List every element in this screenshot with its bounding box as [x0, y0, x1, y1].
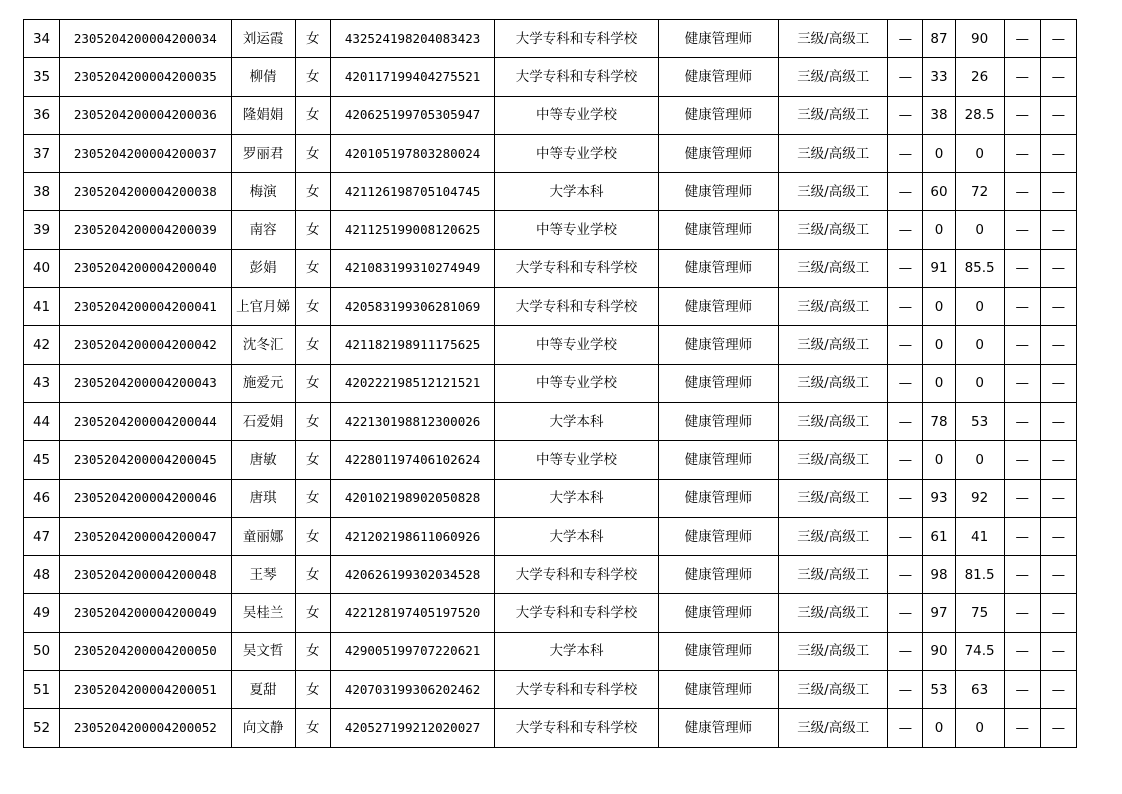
theory-score: 90 — [923, 632, 955, 670]
occupation: 健康管理师 — [658, 96, 778, 134]
occupation: 健康管理师 — [658, 479, 778, 517]
table-row — [24, 20, 1077, 58]
id-card-number: 422801197406102624 — [330, 441, 494, 479]
row-number: 46 — [24, 479, 60, 517]
gender: 女 — [295, 211, 330, 249]
occupation: 健康管理师 — [658, 173, 778, 211]
gender: 女 — [295, 249, 330, 287]
id-card-number: 422130198812300026 — [330, 402, 494, 440]
occupation: 健康管理师 — [658, 632, 778, 670]
exam-number: 2305204200004200038 — [60, 173, 231, 211]
blank-cell: — — [1040, 671, 1076, 709]
candidate-name: 罗丽君 — [231, 134, 295, 172]
skill-level: 三级/高级工 — [779, 671, 888, 709]
row-number: 43 — [24, 364, 60, 402]
skill-score: 0 — [955, 326, 1004, 364]
row-number: 35 — [24, 58, 60, 96]
gender: 女 — [295, 479, 330, 517]
theory-score: 53 — [923, 671, 955, 709]
blank-cell: — — [1004, 517, 1040, 555]
education: 大学本科 — [495, 517, 658, 555]
theory-score: 98 — [923, 556, 955, 594]
id-card-number: 420583199306281069 — [330, 288, 494, 326]
roster-table — [23, 19, 1077, 748]
blank-cell: — — [888, 134, 923, 172]
candidate-name: 唐琪 — [231, 479, 295, 517]
row-number: 34 — [24, 20, 60, 58]
blank-cell: — — [1040, 402, 1076, 440]
gender: 女 — [295, 517, 330, 555]
gender: 女 — [295, 594, 330, 632]
exam-number: 2305204200004200044 — [60, 402, 231, 440]
skill-level: 三级/高级工 — [779, 288, 888, 326]
theory-score: 0 — [923, 364, 955, 402]
id-card-number: 421202198611060926 — [330, 517, 494, 555]
theory-score: 61 — [923, 517, 955, 555]
education: 大学专科和专科学校 — [495, 594, 658, 632]
row-number: 40 — [24, 249, 60, 287]
candidate-name: 唐敏 — [231, 441, 295, 479]
blank-cell: — — [1040, 517, 1076, 555]
id-card-number: 420105197803280024 — [330, 134, 494, 172]
blank-cell: — — [1040, 364, 1076, 402]
education: 大学专科和专科学校 — [495, 20, 658, 58]
blank-cell: — — [1004, 211, 1040, 249]
exam-number: 2305204200004200042 — [60, 326, 231, 364]
blank-cell: — — [888, 402, 923, 440]
id-card-number: 421125199008120625 — [330, 211, 494, 249]
theory-score: 33 — [923, 58, 955, 96]
candidate-name: 吴文哲 — [231, 632, 295, 670]
row-number: 52 — [24, 709, 60, 747]
skill-score: 85.5 — [955, 249, 1004, 287]
blank-cell: — — [1040, 594, 1076, 632]
occupation: 健康管理师 — [658, 517, 778, 555]
roster-body — [24, 20, 1077, 748]
candidate-name: 隆娟娟 — [231, 96, 295, 134]
table-row — [24, 517, 1077, 555]
table-row — [24, 288, 1077, 326]
candidate-name: 刘运霞 — [231, 20, 295, 58]
row-number: 50 — [24, 632, 60, 670]
skill-level: 三级/高级工 — [779, 517, 888, 555]
gender: 女 — [295, 441, 330, 479]
occupation: 健康管理师 — [658, 58, 778, 96]
blank-cell: — — [1040, 58, 1076, 96]
table-row — [24, 632, 1077, 670]
id-card-number: 420626199302034528 — [330, 556, 494, 594]
exam-number: 2305204200004200052 — [60, 709, 231, 747]
skill-score: 92 — [955, 479, 1004, 517]
row-number: 48 — [24, 556, 60, 594]
id-card-number: 421182198911175625 — [330, 326, 494, 364]
gender: 女 — [295, 20, 330, 58]
candidate-name: 吴桂兰 — [231, 594, 295, 632]
row-number: 49 — [24, 594, 60, 632]
skill-score: 72 — [955, 173, 1004, 211]
blank-cell: — — [1004, 402, 1040, 440]
blank-cell: — — [1004, 288, 1040, 326]
blank-cell: — — [1040, 134, 1076, 172]
education: 大学本科 — [495, 632, 658, 670]
id-card-number: 421126198705104745 — [330, 173, 494, 211]
blank-cell: — — [1040, 288, 1076, 326]
exam-number: 2305204200004200034 — [60, 20, 231, 58]
blank-cell: — — [1004, 441, 1040, 479]
skill-score: 28.5 — [955, 96, 1004, 134]
blank-cell: — — [1004, 326, 1040, 364]
skill-score: 63 — [955, 671, 1004, 709]
id-card-number: 420222198512121521 — [330, 364, 494, 402]
skill-level: 三级/高级工 — [779, 173, 888, 211]
gender: 女 — [295, 671, 330, 709]
blank-cell: — — [1004, 58, 1040, 96]
table-row — [24, 211, 1077, 249]
candidate-name: 梅演 — [231, 173, 295, 211]
education: 大学专科和专科学校 — [495, 288, 658, 326]
occupation: 健康管理师 — [658, 441, 778, 479]
blank-cell: — — [888, 517, 923, 555]
candidate-name: 石爱娟 — [231, 402, 295, 440]
education: 大学本科 — [495, 173, 658, 211]
education: 大学本科 — [495, 479, 658, 517]
blank-cell: — — [888, 249, 923, 287]
row-number: 38 — [24, 173, 60, 211]
skill-score: 53 — [955, 402, 1004, 440]
exam-number: 2305204200004200045 — [60, 441, 231, 479]
theory-score: 91 — [923, 249, 955, 287]
candidate-name: 上官月娣 — [231, 288, 295, 326]
row-number: 41 — [24, 288, 60, 326]
skill-level: 三级/高级工 — [779, 632, 888, 670]
candidate-name: 童丽娜 — [231, 517, 295, 555]
theory-score: 93 — [923, 479, 955, 517]
blank-cell: — — [1004, 556, 1040, 594]
blank-cell: — — [1004, 173, 1040, 211]
table-row — [24, 58, 1077, 96]
skill-score: 0 — [955, 288, 1004, 326]
exam-number: 2305204200004200041 — [60, 288, 231, 326]
blank-cell: — — [1040, 96, 1076, 134]
gender: 女 — [295, 96, 330, 134]
blank-cell: — — [1004, 249, 1040, 287]
table-row — [24, 556, 1077, 594]
gender: 女 — [295, 288, 330, 326]
table-row — [24, 709, 1077, 747]
theory-score: 0 — [923, 709, 955, 747]
blank-cell: — — [888, 364, 923, 402]
education: 中等专业学校 — [495, 211, 658, 249]
id-card-number: 420102198902050828 — [330, 479, 494, 517]
skill-level: 三级/高级工 — [779, 58, 888, 96]
occupation: 健康管理师 — [658, 288, 778, 326]
exam-number: 2305204200004200047 — [60, 517, 231, 555]
education: 大学专科和专科学校 — [495, 556, 658, 594]
exam-number: 2305204200004200050 — [60, 632, 231, 670]
education: 中等专业学校 — [495, 364, 658, 402]
table-row — [24, 479, 1077, 517]
gender: 女 — [295, 709, 330, 747]
education: 中等专业学校 — [495, 96, 658, 134]
blank-cell: — — [1004, 20, 1040, 58]
occupation: 健康管理师 — [658, 709, 778, 747]
row-number: 37 — [24, 134, 60, 172]
blank-cell: — — [888, 594, 923, 632]
theory-score: 60 — [923, 173, 955, 211]
blank-cell: — — [888, 288, 923, 326]
education: 中等专业学校 — [495, 134, 658, 172]
gender: 女 — [295, 173, 330, 211]
id-card-number: 421083199310274949 — [330, 249, 494, 287]
gender: 女 — [295, 326, 330, 364]
skill-level: 三级/高级工 — [779, 326, 888, 364]
blank-cell: — — [888, 441, 923, 479]
skill-level: 三级/高级工 — [779, 134, 888, 172]
blank-cell: — — [1040, 709, 1076, 747]
skill-level: 三级/高级工 — [779, 249, 888, 287]
blank-cell: — — [888, 173, 923, 211]
blank-cell: — — [1040, 441, 1076, 479]
education: 大学专科和专科学校 — [495, 249, 658, 287]
blank-cell: — — [888, 326, 923, 364]
blank-cell: — — [1004, 479, 1040, 517]
row-number: 51 — [24, 671, 60, 709]
occupation: 健康管理师 — [658, 671, 778, 709]
skill-level: 三级/高级工 — [779, 594, 888, 632]
occupation: 健康管理师 — [658, 556, 778, 594]
blank-cell: — — [888, 709, 923, 747]
blank-cell: — — [888, 632, 923, 670]
skill-level: 三级/高级工 — [779, 20, 888, 58]
skill-score: 0 — [955, 709, 1004, 747]
blank-cell: — — [888, 58, 923, 96]
blank-cell: — — [1040, 479, 1076, 517]
table-row — [24, 671, 1077, 709]
blank-cell: — — [1040, 249, 1076, 287]
occupation: 健康管理师 — [658, 402, 778, 440]
skill-score: 0 — [955, 441, 1004, 479]
blank-cell: — — [1004, 709, 1040, 747]
gender: 女 — [295, 632, 330, 670]
exam-number: 2305204200004200039 — [60, 211, 231, 249]
blank-cell: — — [1004, 96, 1040, 134]
theory-score: 38 — [923, 96, 955, 134]
id-card-number: 432524198204083423 — [330, 20, 494, 58]
blank-cell: — — [1040, 632, 1076, 670]
table-row — [24, 249, 1077, 287]
id-card-number: 420117199404275521 — [330, 58, 494, 96]
gender: 女 — [295, 402, 330, 440]
theory-score: 0 — [923, 134, 955, 172]
skill-level: 三级/高级工 — [779, 556, 888, 594]
blank-cell: — — [888, 211, 923, 249]
occupation: 健康管理师 — [658, 326, 778, 364]
skill-score: 81.5 — [955, 556, 1004, 594]
gender: 女 — [295, 134, 330, 172]
theory-score: 0 — [923, 326, 955, 364]
table-row — [24, 402, 1077, 440]
education: 中等专业学校 — [495, 441, 658, 479]
exam-number: 2305204200004200037 — [60, 134, 231, 172]
row-number: 45 — [24, 441, 60, 479]
theory-score: 0 — [923, 288, 955, 326]
row-number: 44 — [24, 402, 60, 440]
exam-number: 2305204200004200046 — [60, 479, 231, 517]
candidate-name: 彭娟 — [231, 249, 295, 287]
id-card-number: 420703199306202462 — [330, 671, 494, 709]
skill-score: 74.5 — [955, 632, 1004, 670]
table-row — [24, 173, 1077, 211]
skill-level: 三级/高级工 — [779, 211, 888, 249]
skill-score: 0 — [955, 364, 1004, 402]
skill-score: 90 — [955, 20, 1004, 58]
candidate-name: 向文静 — [231, 709, 295, 747]
skill-score: 75 — [955, 594, 1004, 632]
blank-cell: — — [1040, 326, 1076, 364]
occupation: 健康管理师 — [658, 134, 778, 172]
candidate-name: 施爱元 — [231, 364, 295, 402]
skill-level: 三级/高级工 — [779, 364, 888, 402]
candidate-name: 柳倩 — [231, 58, 295, 96]
occupation: 健康管理师 — [658, 594, 778, 632]
row-number: 47 — [24, 517, 60, 555]
blank-cell: — — [1040, 20, 1076, 58]
table-row — [24, 326, 1077, 364]
blank-cell: — — [1004, 594, 1040, 632]
skill-level: 三级/高级工 — [779, 402, 888, 440]
candidate-name: 沈冬汇 — [231, 326, 295, 364]
blank-cell: — — [888, 96, 923, 134]
skill-level: 三级/高级工 — [779, 479, 888, 517]
table-row — [24, 594, 1077, 632]
blank-cell: — — [1004, 632, 1040, 670]
occupation: 健康管理师 — [658, 211, 778, 249]
exam-number: 2305204200004200035 — [60, 58, 231, 96]
id-card-number: 422128197405197520 — [330, 594, 494, 632]
candidate-name: 夏甜 — [231, 671, 295, 709]
blank-cell: — — [1040, 556, 1076, 594]
blank-cell: — — [1040, 211, 1076, 249]
occupation: 健康管理师 — [658, 249, 778, 287]
table-row — [24, 96, 1077, 134]
education: 大学专科和专科学校 — [495, 58, 658, 96]
skill-score: 41 — [955, 517, 1004, 555]
blank-cell: — — [1004, 671, 1040, 709]
exam-number: 2305204200004200043 — [60, 364, 231, 402]
id-card-number: 420527199212020027 — [330, 709, 494, 747]
education: 中等专业学校 — [495, 326, 658, 364]
skill-level: 三级/高级工 — [779, 96, 888, 134]
occupation: 健康管理师 — [658, 364, 778, 402]
id-card-number: 429005199707220621 — [330, 632, 494, 670]
gender: 女 — [295, 364, 330, 402]
theory-score: 78 — [923, 402, 955, 440]
candidate-name: 南容 — [231, 211, 295, 249]
skill-score: 26 — [955, 58, 1004, 96]
blank-cell: — — [888, 20, 923, 58]
blank-cell: — — [1004, 364, 1040, 402]
row-number: 42 — [24, 326, 60, 364]
education: 大学专科和专科学校 — [495, 671, 658, 709]
theory-score: 0 — [923, 211, 955, 249]
skill-level: 三级/高级工 — [779, 709, 888, 747]
candidate-name: 王琴 — [231, 556, 295, 594]
exam-number: 2305204200004200040 — [60, 249, 231, 287]
skill-score: 0 — [955, 211, 1004, 249]
row-number: 39 — [24, 211, 60, 249]
occupation: 健康管理师 — [658, 20, 778, 58]
blank-cell: — — [888, 671, 923, 709]
skill-level: 三级/高级工 — [779, 441, 888, 479]
blank-cell: — — [888, 556, 923, 594]
row-number: 36 — [24, 96, 60, 134]
theory-score: 0 — [923, 441, 955, 479]
skill-score: 0 — [955, 134, 1004, 172]
table-row — [24, 134, 1077, 172]
table-row — [24, 441, 1077, 479]
theory-score: 97 — [923, 594, 955, 632]
blank-cell: — — [1004, 134, 1040, 172]
education: 大学本科 — [495, 402, 658, 440]
blank-cell: — — [1040, 173, 1076, 211]
blank-cell: — — [888, 479, 923, 517]
theory-score: 87 — [923, 20, 955, 58]
education: 大学专科和专科学校 — [495, 709, 658, 747]
gender: 女 — [295, 556, 330, 594]
exam-number: 2305204200004200036 — [60, 96, 231, 134]
table-row — [24, 364, 1077, 402]
gender: 女 — [295, 58, 330, 96]
id-card-number: 420625199705305947 — [330, 96, 494, 134]
exam-number: 2305204200004200049 — [60, 594, 231, 632]
exam-number: 2305204200004200048 — [60, 556, 231, 594]
exam-number: 2305204200004200051 — [60, 671, 231, 709]
